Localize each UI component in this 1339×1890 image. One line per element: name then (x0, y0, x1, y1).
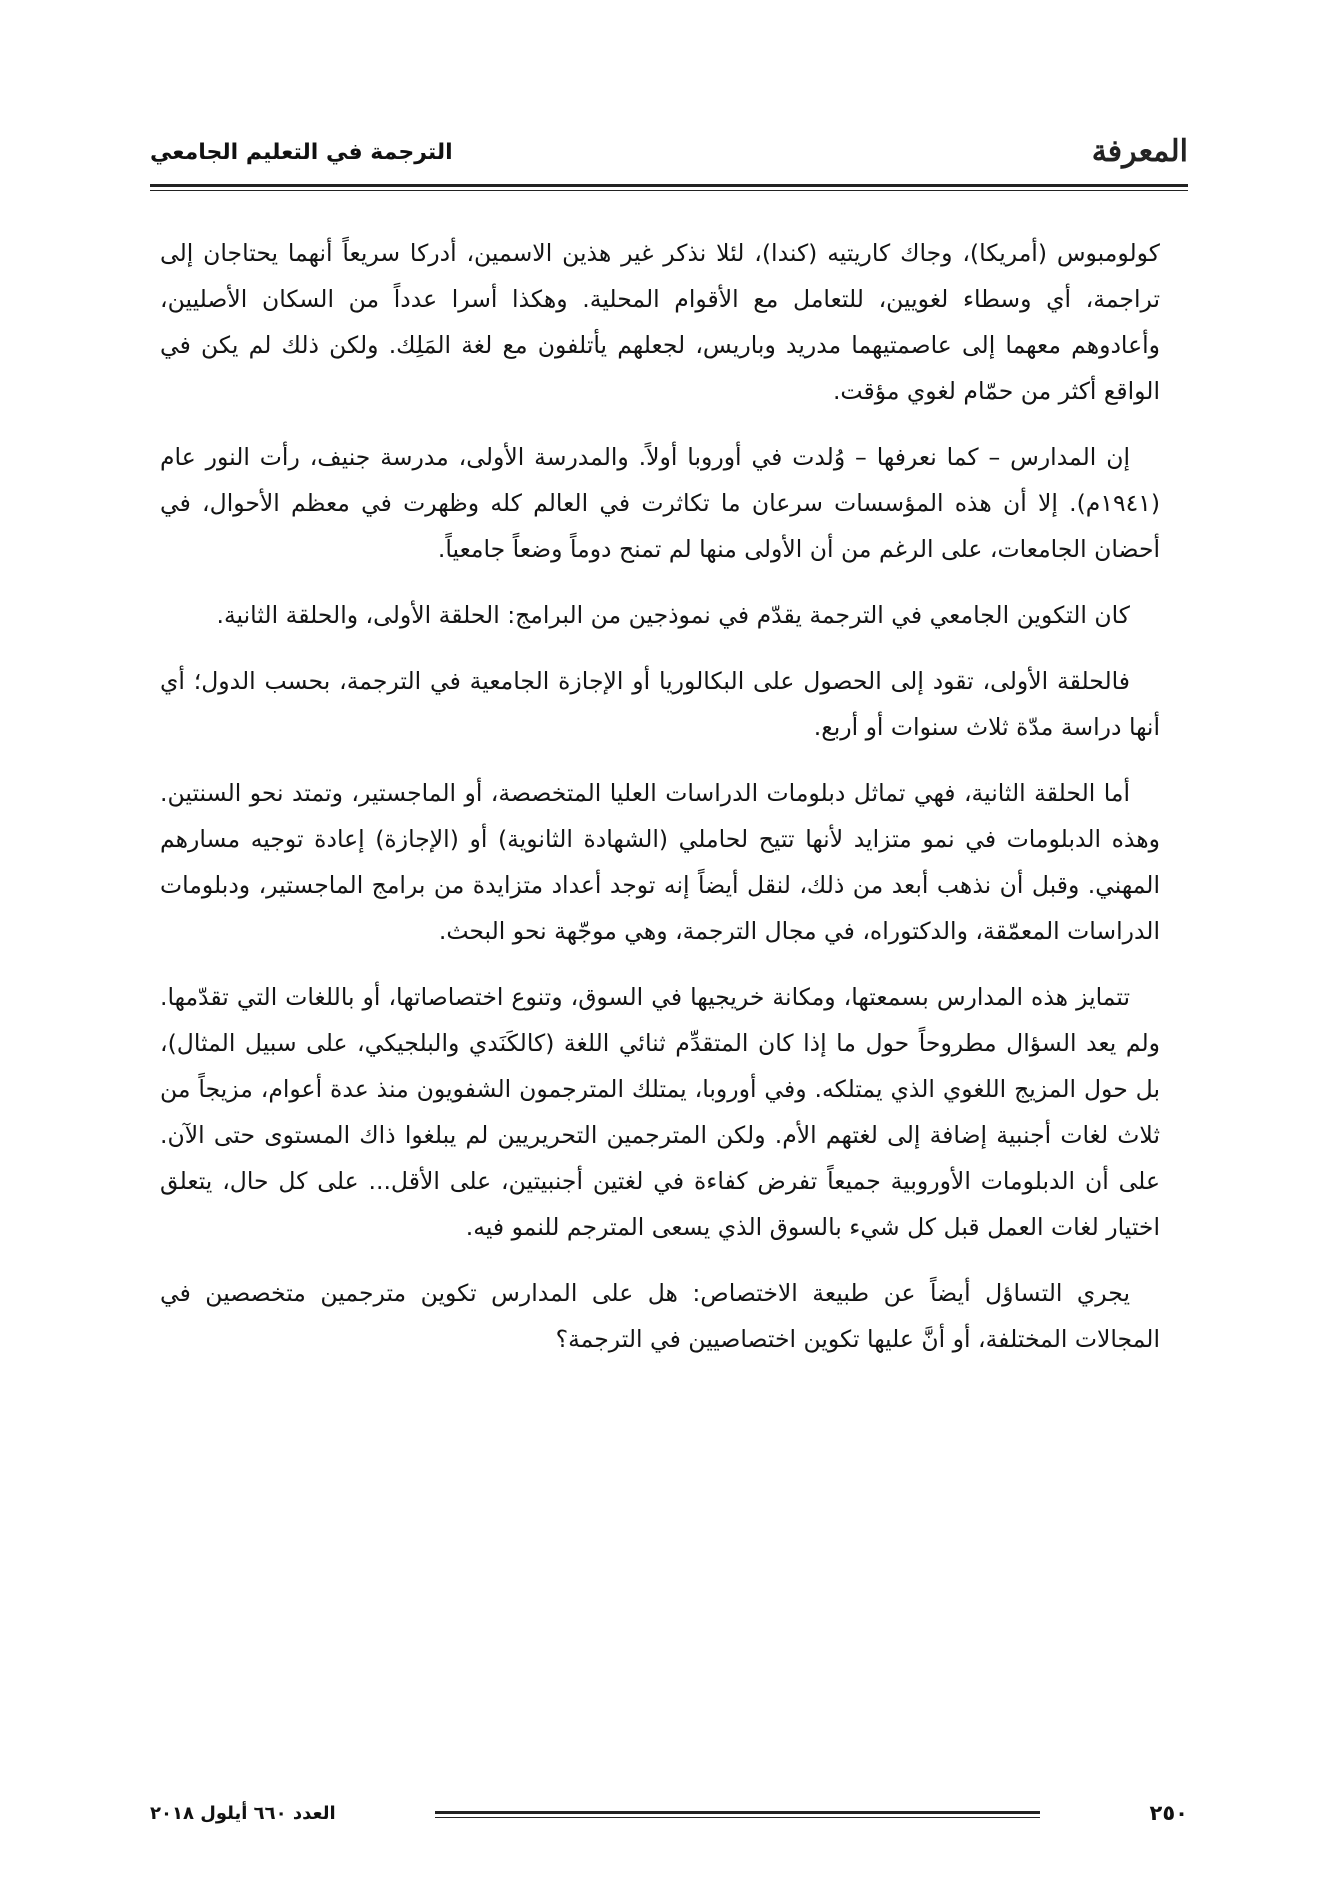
footer-divider-thin (435, 1817, 1040, 1818)
article-body (160, 230, 1160, 1382)
header-divider-thin (150, 190, 1188, 191)
footer-divider (435, 1811, 1040, 1814)
paragraph-3: كان التكوين الجامعي في الترجمة يقدّم في نموذجين من البرامج: الحلقة الأولى، والحلقة الثانية. (216, 601, 1130, 629)
issue-info: العدد ٦٦٠ أيلول ٢٠١٨ (150, 1803, 336, 1824)
page-footer (150, 1795, 1188, 1835)
page-header (150, 128, 1188, 176)
paragraph-1: كولومبوس (أمريكا)، وجاك كاريتيه (كندا)، لئلا نذكر غير هذين الاسمين، أدركا سريعاً أنهما يحتاجان إلى تراجمة، أي وسطاء لغويين، للتعامل مع الأقوام المحلية. وهكذا أسرا عدداً من السكان الأصليين، وأعادوهم معهما إلى عاصمتيهما مدريد وباريس، لجعلهم يأتلفون مع لغة المَلِك. ولكن ذلك لم يكن في الواقع أكثر من حمّام لغوي مؤقت. (160, 239, 1160, 405)
header-divider (150, 184, 1188, 187)
page-number: ٢٥٠ (1149, 1801, 1188, 1825)
paragraph-4: فالحلقة الأولى، تقود إلى الحصول على البكالوريا أو الإجازة الجامعية في الترجمة، بحسب الدول؛ أي أنها دراسة مدّة ثلاث سنوات أو أربع. (160, 667, 1160, 741)
paragraph-2: إن المدارس – كما نعرفها – وُلدت في أوروبا أولاً. والمدرسة الأولى، مدرسة جنيف، رأت النور عام (١٩٤١م). إلا أن هذه المؤسسات سرعان ما تكاثرت في العالم كله وظهرت في معظم الأحوال، في أحضان الجامعات، على الرغم من أن الأولى منها لم تمنح دوماً وضعاً جامعياً. (160, 443, 1160, 563)
running-title: الترجمة في التعليم الجامعي (150, 140, 453, 165)
magazine-logo: المعرفة (1091, 134, 1188, 169)
paragraph-5: أما الحلقة الثانية، فهي تماثل دبلومات الدراسات العليا المتخصصة، أو الماجستير، وتمتد نحو السنتين. وهذه الدبلومات في نمو متزايد لأنها تتيح لحاملي (الشهادة الثانوية) أو (الإجازة) إعادة توجيه مسارهم المهني. وقبل أن نذهب أبعد من ذلك، لنقل أيضاً إنه توجد أعداد متزايدة من برامج الماجستير، ودبلومات الدراسات المعمّقة، والدكتوراه، في مجال الترجمة، وهي موجّهة نحو البحث. (160, 779, 1160, 945)
paragraph-6: تتمايز هذه المدارس بسمعتها، ومكانة خريجيها في السوق، وتنوع اختصاصاتها، أو باللغات التي تقدّمها. ولم يعد السؤال مطروحاً حول ما إذا كان المتقدِّم ثنائي اللغة (كالكَنَدي والبلجيكي، على سبيل المثال)، بل حول المزيج اللغوي الذي يمتلكه. وفي أوروبا، يمتلك المترجمون الشفويون منذ عدة أعوام، مزيجاً من ثلاث لغات أجنبية إضافة إلى لغتهم الأم. ولكن المترجمين التحريريين لم يبلغوا ذاك المستوى حتى الآن. على أن الدبلومات الأوروبية جميعاً تفرض كفاءة في لغتين أجنبيتين، على الأقل... على كل حال، يتعلق اختيار لغات العمل قبل كل شيء بالسوق الذي يسعى المترجم للنمو فيه. (160, 983, 1160, 1241)
paragraph-7: يجري التساؤل أيضاً عن طبيعة الاختصاص: هل على المدارس تكوين مترجمين متخصصين في المجالات المختلفة، أو أنَّ عليها تكوين اختصاصيين في الترجمة؟ (160, 1279, 1160, 1353)
